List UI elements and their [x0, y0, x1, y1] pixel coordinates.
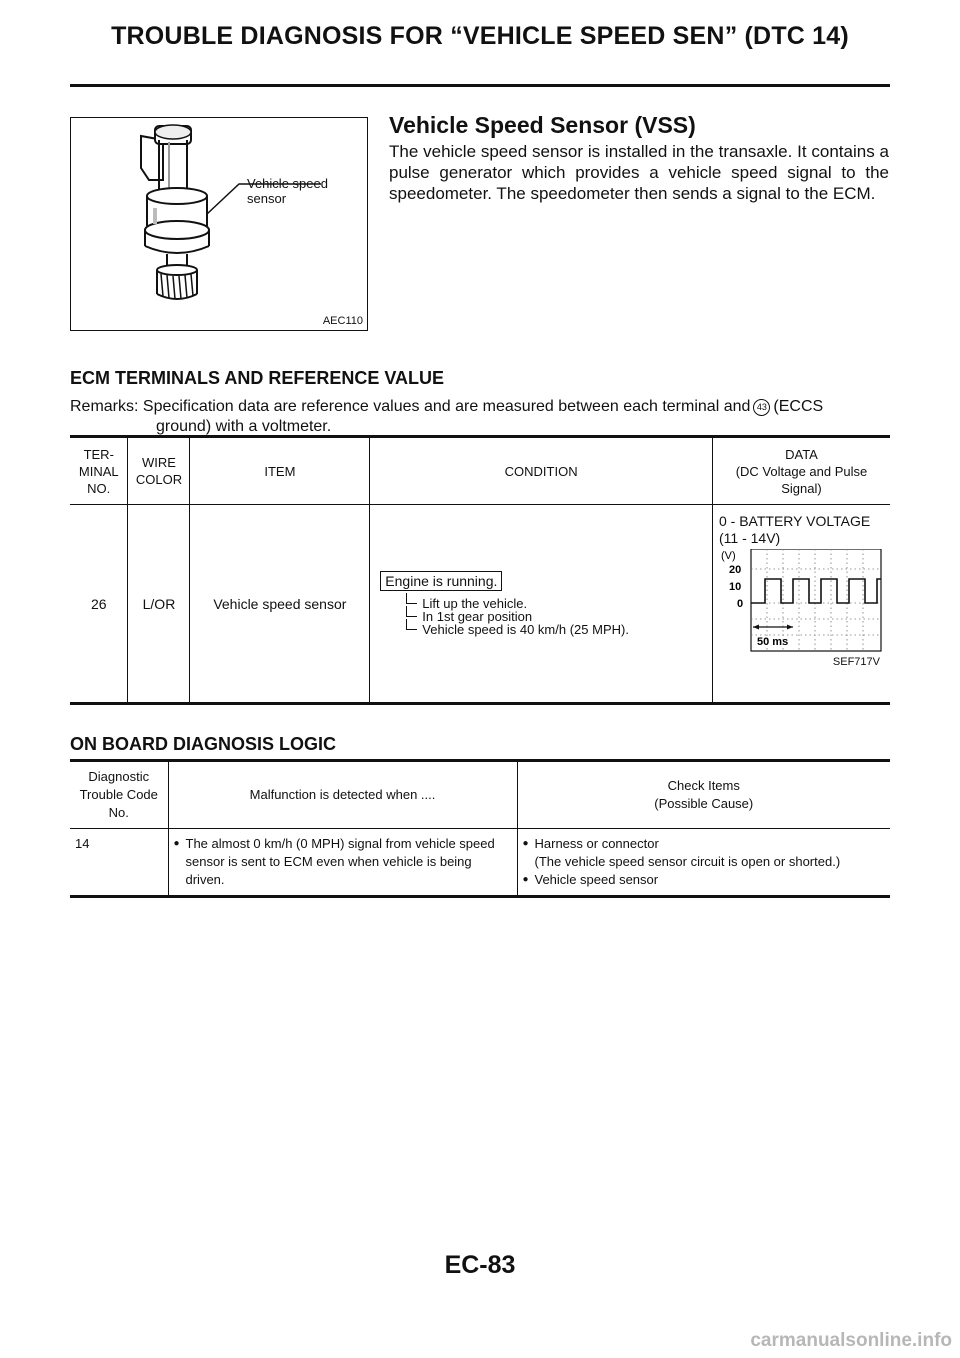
- remarks-text-end: (ECCS: [773, 398, 824, 415]
- obd-heading: ON BOARD DIAGNOSIS LOGIC: [70, 734, 337, 754]
- pulse-waveform: [719, 549, 884, 668]
- diagnosis-logic-table: [70, 759, 890, 898]
- malfunction-item: ● The almost 0 km/h (0 MPH) signal from vehicle speed sensor is sent to ECM even when vehicle is being driven.: [174, 835, 512, 889]
- section-title: Vehicle Speed Sensor (VSS): [389, 112, 696, 138]
- header-dtc: Diagnostic Trouble Code No.: [70, 761, 168, 829]
- header-data: DATA (DC Voltage and Pulse Signal): [712, 437, 890, 505]
- cell-data: [712, 505, 890, 704]
- wave-y10: 10: [728, 581, 742, 593]
- condition-item: Lift up the vehicle.: [406, 597, 711, 610]
- table-header-row: [70, 437, 890, 505]
- cell-check-items: [517, 829, 890, 897]
- ecm-heading: ECM TERMINALS AND REFERENCE VALUE: [70, 368, 445, 388]
- data-value: 0 - BATTERY VOLTAGE (11 - 14V): [718, 513, 871, 546]
- header-malfunction: Malfunction is detected when ....: [168, 761, 517, 829]
- header-check-items: Check Items (Possible Cause): [517, 761, 890, 829]
- waveform-code: SEF717V: [832, 656, 880, 668]
- wave-time: 50 ms: [756, 636, 789, 648]
- sensor-figure: [70, 117, 368, 331]
- remarks-text: Remarks: Specification data are reference values and are measured between each terminal and: [70, 398, 751, 415]
- terminal-circle-icon: 43: [753, 399, 770, 416]
- wave-y0: 0: [736, 598, 744, 610]
- check-item: ● Harness or connector (The vehicle speed sensor circuit is open or shorted.): [523, 835, 886, 871]
- header-wire-color: WIRE COLOR: [128, 437, 190, 505]
- table-row: [70, 829, 890, 897]
- condition-box: Engine is running.: [380, 571, 502, 591]
- page-number: EC-83: [444, 1251, 516, 1279]
- vehicle-speed-sensor-illustration: [71, 118, 367, 330]
- cell-dtc: 14: [75, 836, 90, 851]
- cell-wire-color: L/OR: [128, 505, 190, 704]
- page-header-title: TROUBLE DIAGNOSIS FOR “VEHICLE SPEED SEN” (DTC 14): [111, 22, 849, 50]
- watermark: carmanualsonline.info: [750, 1330, 952, 1351]
- table-header-row: [70, 761, 890, 829]
- header-rule: [70, 84, 890, 87]
- waveform-graph: [719, 549, 884, 655]
- condition-item: In 1st gear position: [406, 610, 711, 623]
- header-terminal: TER- MINAL NO.: [70, 437, 128, 505]
- condition-item: Vehicle speed is 40 km/h (25 MPH).: [406, 623, 711, 636]
- cell-item: Vehicle speed sensor: [190, 505, 370, 704]
- condition-list: [406, 597, 711, 636]
- figure-label: Vehicle speed sensor: [247, 176, 328, 206]
- cell-malfunction: [168, 829, 517, 897]
- remarks: [70, 397, 890, 437]
- check-item: ● Vehicle speed sensor: [523, 871, 886, 889]
- table-row: [70, 505, 890, 704]
- remarks-continued: ground) with a voltmeter.: [156, 418, 332, 435]
- figure-code: AEC110: [322, 315, 363, 327]
- ecm-terminal-table: [70, 435, 890, 705]
- cell-condition: [370, 505, 713, 704]
- header-item: ITEM: [190, 437, 370, 505]
- cell-terminal: 26: [90, 595, 107, 612]
- wave-y20: 20: [728, 564, 742, 576]
- wave-unit: (V): [720, 550, 736, 562]
- header-condition: CONDITION: [370, 437, 713, 505]
- section-body: The vehicle speed sensor is installed in the transaxle. It contains a pulse generator which provides a vehicle speed signal to the speedometer. The speedometer then sends a signal to the ECM.: [389, 142, 889, 203]
